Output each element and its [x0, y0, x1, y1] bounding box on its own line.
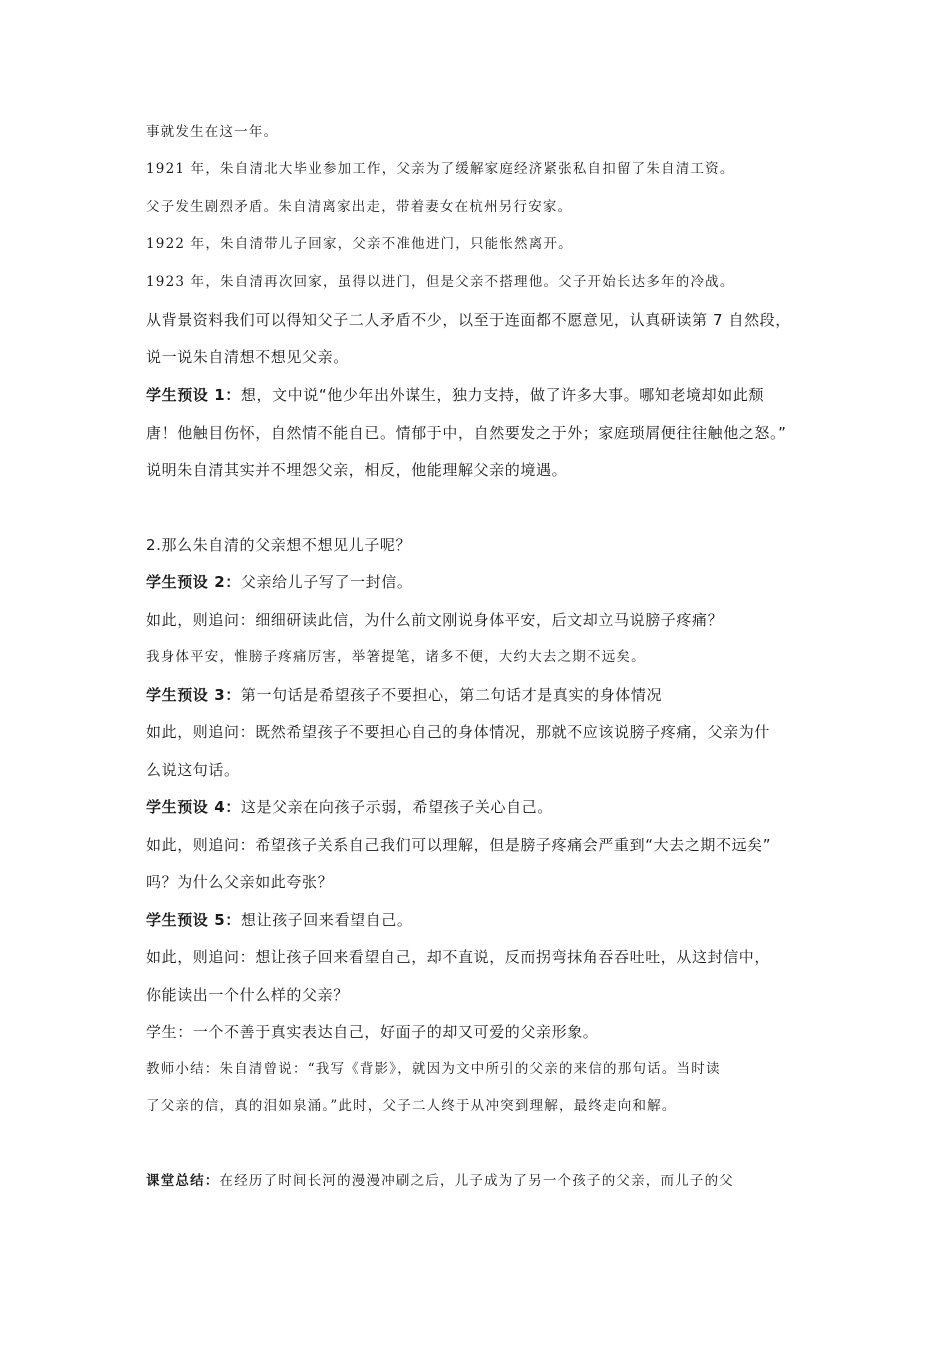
text-line: 如此，则追问：既然希望孩子不要担心自己的身体情况，那就不应该说膀子疼痛，父亲为什 [146, 723, 771, 741]
text-line: 1922 年，朱自清带儿子回家，父亲不准他进门，只能怅然离开。 [146, 236, 573, 252]
teacher-summary: 教师小结：朱自清曾说：“我写《背影》，就因为文中所引的父亲的来信的那句话。当时读 [146, 1061, 721, 1077]
preset-label: 学生预设 4： [146, 798, 241, 816]
question-heading: 2.那么朱自清的父亲想不想见儿子呢？ [146, 536, 412, 554]
preset-text: 父亲给儿子写了一封信。 [240, 573, 413, 591]
text-line: 事就发生在这一年。 [146, 124, 279, 140]
text-line: 如此，则追问：想让孩子回来看望自己，却不直说，反而拐弯抹角吞吞吐吐，从这封信中， [146, 948, 771, 966]
text-line: 么说这句话。 [146, 761, 240, 779]
text-line: 1923 年，朱自清再次回家，虽得以进门，但是父亲不搭理他。父子开始长达多年的冷战。 [146, 274, 735, 290]
text-line: 从背景资料我们可以得知父子二人矛盾不少，以至于连面都不愿意见，认真研读第 7 自然段， [146, 311, 791, 329]
preset-label: 学生预设 1： [146, 386, 241, 404]
text-line: 父子发生剧烈矛盾。朱自清离家出走，带着妻女在杭州另行安家。 [146, 199, 573, 215]
text-line: 唐！他触目伤怀，自然情不能自已。情郁于中，自然要发之于外；家庭琐屑便往往触他之怒。” [146, 424, 787, 442]
text-line: 说明朱自清其实并不埋怨父亲，相反，他能理解父亲的境遇。 [146, 461, 568, 479]
paragraph-preset-4 [146, 800, 816, 815]
text-line: 了父亲的信，真的泪如泉涌。”此时，父子二人终于从冲突到理解，最终走向和解。 [146, 1098, 677, 1114]
paragraph-preset-5 [146, 913, 816, 928]
text-line: 1921 年，朱自清北大毕业参加工作，父亲为了缓解家庭经济紧张私自扣留了朱自清工资。 [146, 161, 735, 177]
quoted-letter: 我身体平安，惟膀子疼痛厉害，举箸提笔，诸多不便，大约大去之期不远矣。 [146, 649, 646, 665]
paragraph-preset-2 [146, 575, 816, 590]
text-line: 学生：一个不善于真实表达自己，好面子的却又可爱的父亲形象。 [146, 1023, 599, 1041]
preset-label: 学生预设 3： [146, 686, 241, 704]
text-line: 吗？为什么父亲如此夸张？ [146, 873, 334, 891]
preset-text: 这是父亲在向孩子示弱，希望孩子关心自己。 [240, 798, 553, 816]
summary-label: 课堂总结： [146, 1173, 220, 1189]
text-line: 说一说朱自清想不想见父亲。 [146, 348, 349, 366]
preset-label: 学生预设 5： [146, 911, 241, 929]
class-summary [146, 1175, 816, 1189]
text-line: 如此，则追问：希望孩子关系自己我们可以理解，但是膀子疼痛会严重到“大去之期不远矣” [146, 836, 772, 854]
preset-text: 想让孩子回来看望自己。 [240, 911, 413, 929]
preset-text: 想，文中说“他少年出外谋生，独力支持，做了许多大事。哪知老境却如此颓 [240, 386, 765, 404]
paragraph-preset-1 [146, 388, 816, 403]
preset-text: 第一句话是希望孩子不要担心，第二句话才是真实的身体情况 [240, 686, 663, 704]
text-line: 如此，则追问：细细研读此信，为什么前文刚说身体平安，后文却立马说膀子疼痛？ [146, 611, 724, 629]
paragraph-preset-3 [146, 688, 816, 703]
text-line: 你能读出一个什么样的父亲？ [146, 986, 349, 1004]
summary-text: 在经历了时间长河的漫漫冲刷之后，儿子成为了另一个孩子的父亲，而儿子的父 [219, 1173, 734, 1189]
preset-label: 学生预设 2： [146, 573, 241, 591]
